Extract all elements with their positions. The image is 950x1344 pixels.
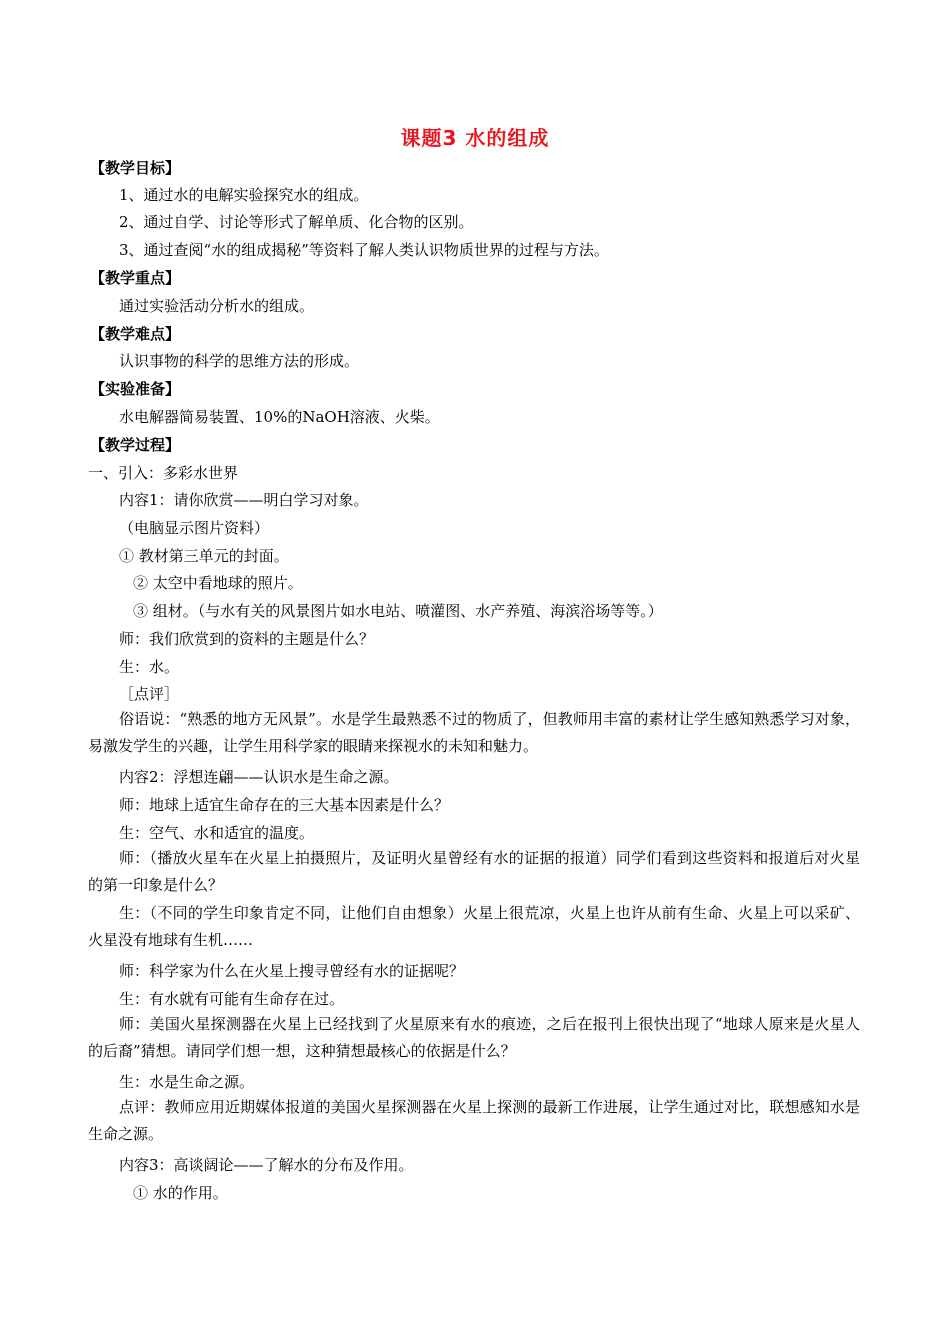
process-part-1: 一、引入：多彩水世界	[88, 464, 239, 482]
content-3-title: 内容3：高谈阔论——了解水的分布及作用。	[119, 1156, 414, 1174]
content-3-item-1: ① 水的作用。	[133, 1184, 228, 1202]
goal-item-1: 1、通过水的电解实验探究水的组成。	[119, 186, 369, 204]
content-2-title: 内容2：浮想连翩——认识水是生命之源。	[119, 768, 399, 786]
content-2-answer-4: 生：水是生命之源。	[119, 1073, 255, 1091]
prep-text: 水电解器简易装置、10%的NaOH溶液、火柴。	[119, 408, 440, 426]
content-1-answer: 生：水。	[119, 658, 180, 676]
section-heading-prep: 【实验准备】	[90, 380, 181, 398]
content-2-question-2: 师：（播放火星车在火星上拍摄照片，及证明火星曾经有水的证据的报道）同学们看到这些资料和报道后对火星的第一印象是什么？	[88, 849, 860, 894]
content-1-note: （电脑显示图片资料）	[119, 519, 270, 537]
content-1-comment: 俗语说：“熟悉的地方无风景”。水是学生最熟悉不过的物质了，但教师用丰富的素材让学生感知熟悉学习对象，易激发学生的兴趣，让学生用科学家的眼睛来探视水的未知和魅力。	[88, 710, 860, 755]
content-1-comment-label: ［点评］	[119, 685, 180, 703]
content-1-title: 内容1：请你欣赏——明白学习对象。	[119, 491, 369, 509]
goal-item-3: 3、通过查阅“水的组成揭秘”等资料了解人类认识物质世界的过程与方法。	[119, 241, 609, 259]
content-2-answer-2: 生：（不同的学生印象肯定不同，让他们自由想象）火星上很荒凉，火星上也许从前有生命、火星上可以采矿、火星没有地球有生机……	[88, 904, 860, 949]
section-heading-goals: 【教学目标】	[90, 159, 181, 177]
section-heading-key: 【教学重点】	[90, 269, 181, 287]
page-title: 课题3 水的组成	[400, 126, 550, 150]
section-heading-difficult: 【教学难点】	[90, 325, 181, 343]
key-point-text: 通过实验活动分析水的组成。	[119, 297, 315, 315]
content-2-comment: 点评：教师应用近期媒体报道的美国火星探测器在火星上探测的最新工作进展，让学生通过对比，联想感知水是生命之源。	[88, 1098, 860, 1143]
section-heading-process: 【教学过程】	[90, 436, 181, 454]
content-2-question-4: 师：美国火星探测器在火星上已经找到了火星原来有水的痕迹，之后在报刊上很快出现了“地球人原来是火星人的后裔”猜想。请同学们想一想，这种猜想最核心的依据是什么？	[88, 1015, 860, 1060]
content-1-item-1: ① 教材第三单元的封面。	[119, 547, 289, 565]
difficult-point-text: 认识事物的科学的思维方法的形成。	[119, 352, 360, 370]
content-2-answer-1: 生：空气、水和适宜的温度。	[119, 824, 315, 842]
content-1-item-3: ③ 组材。（与水有关的风景图片如水电站、喷灌图、水产养殖、海滨浴场等等。）	[133, 602, 663, 620]
content-2-answer-3: 生：有水就有可能有生命存在过。	[119, 990, 345, 1008]
content-1-question: 师：我们欣赏到的资料的主题是什么？	[119, 630, 375, 648]
content-2-question-3: 师：科学家为什么在火星上搜寻曾经有水的证据呢？	[119, 962, 465, 980]
content-1-item-2: ② 太空中看地球的照片。	[133, 574, 303, 592]
goal-item-2: 2、通过自学、讨论等形式了解单质、化合物的区别。	[119, 213, 474, 231]
content-2-question-1: 师：地球上适宜生命存在的三大基本因素是什么？	[119, 796, 450, 814]
